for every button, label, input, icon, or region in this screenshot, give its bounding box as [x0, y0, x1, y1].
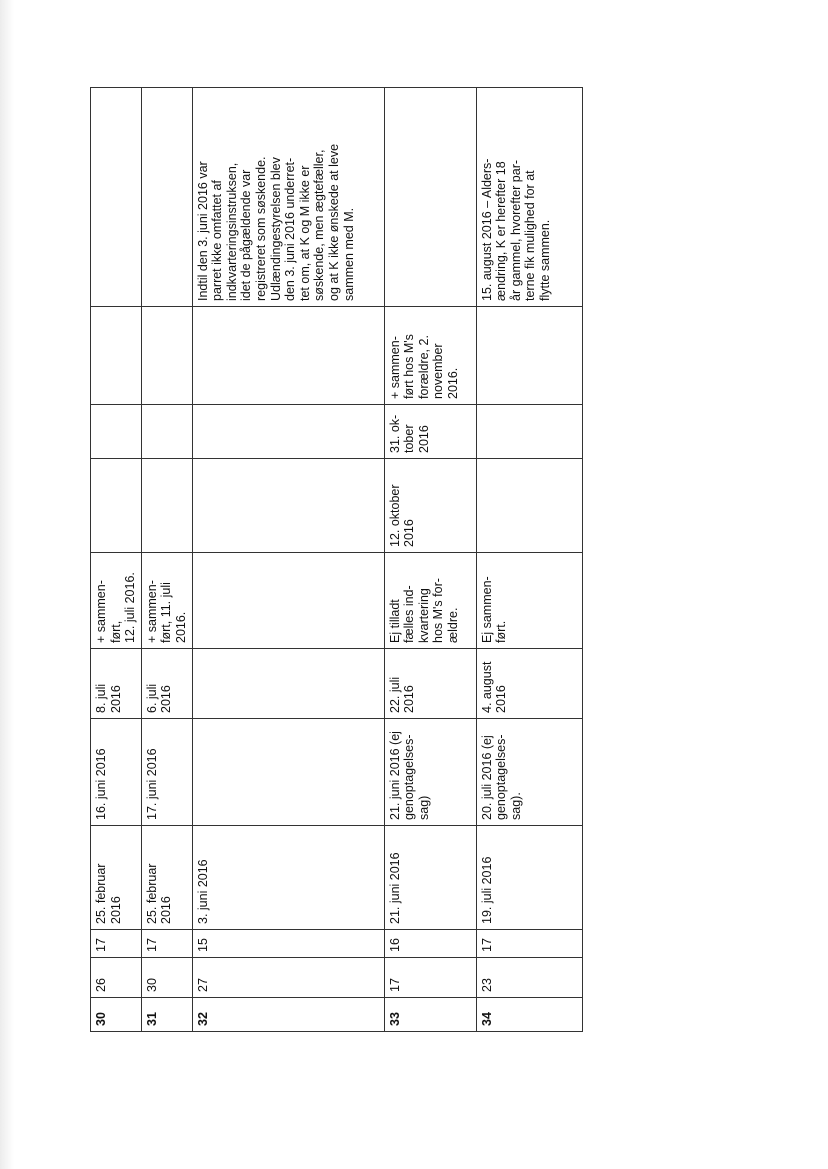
outcome-1-cell — [91, 553, 142, 649]
date-1-cell — [384, 826, 476, 930]
outcome-2-cell — [384, 307, 476, 405]
table-row — [141, 88, 192, 1032]
column-2-value: 17 — [387, 978, 402, 992]
column-3-value: 17 — [94, 938, 108, 952]
column-2-value-cell — [192, 958, 384, 998]
date-3: 4. august 2016 — [479, 661, 509, 713]
column-2-value-cell — [91, 958, 142, 998]
table-row — [476, 88, 582, 1032]
case-table — [90, 87, 583, 1032]
case-number-cell — [192, 998, 384, 1032]
outcome-1-cell — [384, 553, 476, 649]
outcome-2-cell — [192, 307, 384, 405]
remarks-cell — [384, 88, 476, 307]
case-number: 30 — [94, 1012, 108, 1026]
case-number: 31 — [144, 1012, 159, 1026]
column-2-value-cell — [141, 958, 192, 998]
date-1: 19. juli 2016 — [479, 856, 494, 924]
date-3-cell — [141, 649, 192, 719]
outcome-2: + sammen- ført hos M's forældre, 2. november 2016. — [387, 334, 460, 399]
date-1: 3. juni 2016 — [195, 859, 210, 924]
column-3-value: 15 — [195, 938, 210, 952]
column-3-value-cell — [91, 930, 142, 958]
column-3-value: 17 — [479, 938, 494, 952]
date-5-cell — [141, 405, 192, 459]
column-2-value-cell — [384, 958, 476, 998]
date-3-cell — [476, 649, 582, 719]
date-5-cell — [91, 405, 142, 459]
case-number-cell — [384, 998, 476, 1032]
remarks: Indtil den 3. juni 2016 var parret ikke omfattet af indkvarteringsinstruksen, idet de pågældende var registreret som søskende. Udlændingestyrelsen blev den 3. juni 2016 underret- tet om, at K og M ikke er søskende, men ægtefæller, og at K ikke ønskede at leve sammen med M. — [195, 143, 356, 301]
outcome-1: + sammen- ført, 12. juli 2016. — [94, 572, 138, 643]
date-5-cell — [476, 405, 582, 459]
date-4-cell — [141, 459, 192, 553]
remarks-cell — [476, 88, 582, 307]
table-body — [91, 88, 583, 1032]
date-1-cell — [476, 826, 582, 930]
remarks-cell — [141, 88, 192, 307]
date-2-cell — [476, 719, 582, 826]
date-1: 25. februar 2016 — [144, 863, 174, 924]
outcome-1-cell — [476, 553, 582, 649]
date-4-cell — [384, 459, 476, 553]
date-2: 16. juni 2016 — [94, 748, 108, 820]
column-2-value: 30 — [144, 978, 159, 992]
date-3-cell — [384, 649, 476, 719]
date-2-cell — [141, 719, 192, 826]
date-2-cell — [384, 719, 476, 826]
case-number: 34 — [479, 1012, 494, 1026]
date-4-cell — [192, 459, 384, 553]
date-1-cell — [141, 826, 192, 930]
case-number-cell — [476, 998, 582, 1032]
rotated-table-wrapper — [90, 88, 570, 1032]
outcome-1: + sammen- ført, 11. juli 2016. — [144, 580, 188, 643]
date-2-cell — [91, 719, 142, 826]
table-row — [91, 88, 142, 1032]
outcome-2-cell — [141, 307, 192, 405]
date-3-cell — [91, 649, 142, 719]
date-2: 20. juli 2016 (ej genoptagelses- sag). — [479, 734, 523, 820]
date-3: 22. juli 2016 — [387, 676, 417, 713]
outcome-2-cell — [476, 307, 582, 405]
date-3: 6. juli 2016 — [144, 683, 174, 713]
table-row — [192, 88, 384, 1032]
outcome-2-cell — [91, 307, 142, 405]
column-3-value: 17 — [144, 938, 159, 952]
date-5-cell — [384, 405, 476, 459]
column-2-value: 26 — [94, 978, 108, 992]
date-2: 21. juni 2016 (ej genoptagelses- sag) — [387, 731, 431, 820]
case-number-cell — [91, 998, 142, 1032]
column-3-value-cell — [192, 930, 384, 958]
date-5-cell — [192, 405, 384, 459]
column-3-value-cell — [476, 930, 582, 958]
date-2: 17. juni 2016 — [144, 748, 159, 820]
column-3-value-cell — [141, 930, 192, 958]
date-5: 31. ok- tober 2016 — [387, 414, 431, 453]
date-3: 8. juli 2016 — [94, 683, 123, 713]
outcome-1-cell — [141, 553, 192, 649]
date-4-cell — [91, 459, 142, 553]
date-2-cell — [192, 719, 384, 826]
case-number-cell — [141, 998, 192, 1032]
remarks-cell — [192, 88, 384, 307]
date-3-cell — [192, 649, 384, 719]
remarks: 15. august 2016 – Alders- ændring, K er herefter 18 år gammel, hvorefter par- terne fik mulighed for at flytte sammen. — [479, 158, 552, 301]
date-1: 25. februar 2016 — [94, 863, 123, 924]
outcome-1: Ej tilladt fælles ind- kvartering hos M's for- ældre. — [387, 578, 460, 643]
outcome-1-cell — [192, 553, 384, 649]
date-1-cell — [192, 826, 384, 930]
remarks-cell — [91, 88, 142, 307]
column-3-value-cell — [384, 930, 476, 958]
column-2-value: 27 — [195, 978, 210, 992]
column-3-value: 16 — [387, 938, 402, 952]
date-1: 21. juni 2016 — [387, 852, 402, 924]
column-2-value: 23 — [479, 978, 494, 992]
outcome-1: Ej sammen- ført. — [479, 576, 509, 643]
date-4-cell — [476, 459, 582, 553]
date-4: 12. oktober 2016 — [387, 484, 417, 547]
scan-shadow — [0, 0, 14, 1169]
column-2-value-cell — [476, 958, 582, 998]
case-number: 33 — [387, 1012, 402, 1026]
case-number: 32 — [195, 1012, 210, 1026]
table-row — [384, 88, 476, 1032]
date-1-cell — [91, 826, 142, 930]
